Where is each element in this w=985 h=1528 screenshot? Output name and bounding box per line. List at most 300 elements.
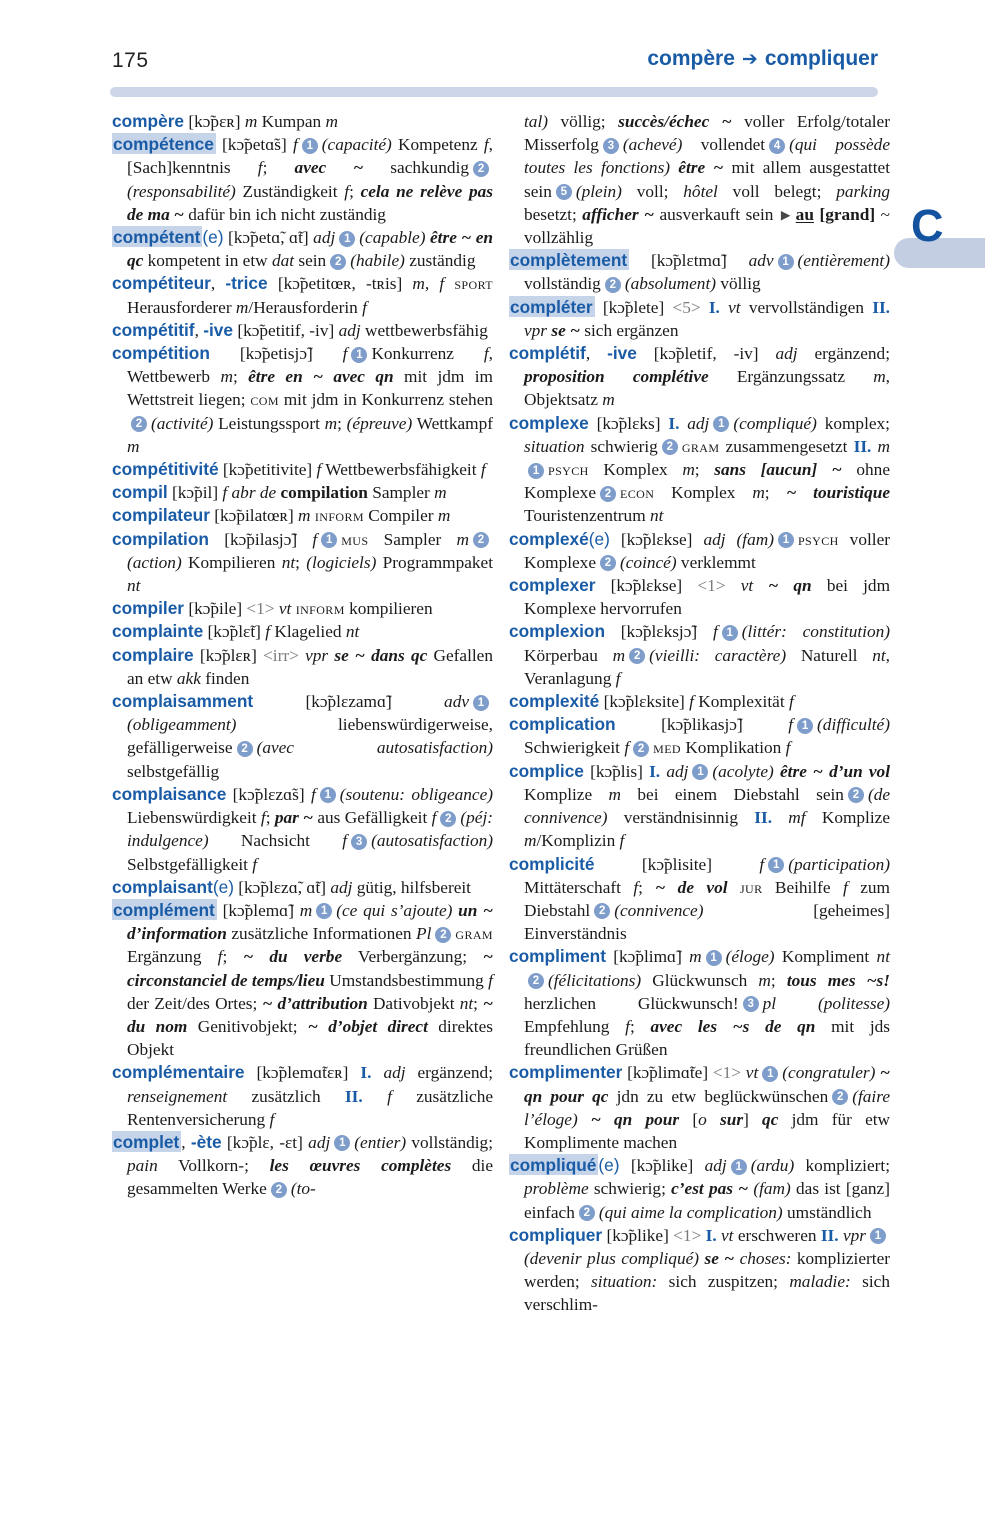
text-run: , xyxy=(194,320,204,340)
text-run: Vollkorn-; xyxy=(157,1156,270,1176)
text-run: nt xyxy=(281,552,296,572)
sense-number: 1 xyxy=(762,1066,778,1082)
text-run: ; xyxy=(349,181,361,201)
text-run: hôtel xyxy=(683,181,718,201)
sense-number: 1 xyxy=(713,416,729,432)
text-run: [kɔ̃pil] xyxy=(167,483,223,503)
text-run: Dativobjekt xyxy=(367,993,460,1013)
sense-number: 2 xyxy=(832,1089,848,1105)
text-run: (ce qui s’ajoute) xyxy=(336,900,459,920)
text-run: mit jdm in Konkurrenz stehen xyxy=(278,390,494,410)
text-run: être ~ en qc xyxy=(127,228,494,271)
headword: complètement xyxy=(510,250,628,271)
subject-label: sport xyxy=(454,274,493,294)
text-run: voller Komplexe xyxy=(524,529,890,572)
idiom-keyword: au xyxy=(795,204,814,224)
text-run: f xyxy=(362,297,367,317)
text-run: (fam) xyxy=(753,1179,791,1199)
text-run: Komplize xyxy=(805,808,890,828)
text-run: Touristenzentrum xyxy=(524,506,650,526)
sense-number: 1 xyxy=(870,1228,886,1244)
text-run: vervollständigen xyxy=(740,297,873,317)
headword: complexité xyxy=(509,691,600,712)
dictionary-entry xyxy=(112,226,493,272)
text-run: , xyxy=(210,274,226,294)
text-run: (logiciels) xyxy=(306,552,377,572)
dictionary-entry xyxy=(112,1061,493,1131)
text-run: voller Erfolg/totaler Misserfolg xyxy=(524,112,890,155)
text-run: proposition complétive xyxy=(524,367,709,387)
text-run: adv xyxy=(748,251,774,271)
text-run: qc xyxy=(762,1109,779,1129)
roman-numeral: II. xyxy=(754,808,773,828)
text-run: nt xyxy=(127,576,141,596)
sense-number: 2 xyxy=(629,648,645,664)
dictionary-entry xyxy=(509,760,890,853)
headword: -ive xyxy=(203,319,233,340)
text-run: [grand] xyxy=(813,204,876,224)
text-run: [kɔ̃petɑ̃, ɑ̃t] xyxy=(223,228,314,248)
text-run: (autosatisfaction) xyxy=(371,831,493,851)
text-run: (obligeamment) xyxy=(127,715,237,735)
text-run: [kɔ̃plɛzɑ̃s] xyxy=(226,784,311,804)
dictionary-entry xyxy=(509,249,890,295)
text-run: Kompetenz xyxy=(391,135,484,155)
text-run: ~ circonstanciel de temps/lieu xyxy=(127,947,493,990)
text-run: ergänzend; xyxy=(405,1063,493,1083)
text-run: m xyxy=(752,483,765,503)
text-run: akk xyxy=(176,668,201,688)
text-run: m, f xyxy=(412,274,445,294)
text-run: ; xyxy=(262,158,295,178)
text-run xyxy=(371,1063,383,1082)
conjugation-class: <1> xyxy=(246,599,275,619)
text-run: völlig xyxy=(716,274,761,294)
subject-label: gram xyxy=(681,436,720,456)
text-run: (activité) xyxy=(151,413,214,433)
sense-number: 1 xyxy=(797,718,813,734)
headword: complexion xyxy=(509,621,606,642)
dictionary-entry xyxy=(509,1061,890,1154)
text-run: [kɔ̃petisjɔ̃] xyxy=(209,344,343,364)
subject-label: inform xyxy=(314,506,364,526)
headword: -ive xyxy=(607,343,637,364)
text-run: mit allem ausgestattet sein xyxy=(524,158,890,201)
text-run: Komplex xyxy=(588,460,683,480)
text-run: [kɔ̃plɛʀ] xyxy=(193,645,264,665)
text-run: Sampler xyxy=(367,483,435,503)
dictionary-entry xyxy=(112,481,493,504)
sense-number: 2 xyxy=(633,741,649,757)
text-run: [kɔ̃plɛksite] xyxy=(599,692,690,712)
text-run: pl (politesse) xyxy=(762,993,890,1013)
text-run: [kɔ̃plis] xyxy=(583,761,650,781)
text-run: f xyxy=(483,135,489,155)
text-run: Liebenswürdigkeit xyxy=(127,808,261,828)
roman-numeral: I. xyxy=(705,1225,717,1245)
text-run: , Veranlagung xyxy=(524,645,890,688)
text-run: (vieilli: caractère) xyxy=(649,645,787,665)
dictionary-entry xyxy=(509,528,890,574)
dictionary-entry xyxy=(112,690,493,783)
dictionary-entry xyxy=(509,853,890,946)
subject-label: econ xyxy=(620,483,655,503)
headword: complémentaire xyxy=(112,1062,245,1083)
roman-numeral: I. xyxy=(708,297,720,317)
conjugation-class: <5> xyxy=(672,297,701,317)
text-run: [kɔ̃plɛkse] xyxy=(595,576,698,596)
text-run: [kɔ̃plimɑ̃te] xyxy=(622,1063,713,1083)
dictionary-entry xyxy=(112,458,493,481)
text-run: kompilieren xyxy=(344,599,433,619)
text-run: Mittäterschaft xyxy=(524,877,634,897)
text-run: f xyxy=(342,831,348,851)
text-run: Sampler xyxy=(368,529,457,549)
roman-numeral: I. xyxy=(649,761,661,781)
text-run: maladie: xyxy=(789,1272,851,1292)
text-run: Schwierigkeit xyxy=(524,738,625,758)
text-run: (congratuler) xyxy=(782,1063,881,1083)
dictionary-entry xyxy=(509,342,890,412)
text-run: avec ~ xyxy=(294,158,364,178)
headword: compétiteur xyxy=(112,273,211,294)
sense-number: 1 xyxy=(706,950,722,966)
headword: compiler xyxy=(112,598,185,619)
text-run: f xyxy=(269,1109,275,1129)
dictionary-entry xyxy=(509,945,890,1061)
text-run: vt xyxy=(728,297,741,317)
text-run: m xyxy=(608,784,622,804)
text-run: [kɔ̃plete] xyxy=(594,297,673,317)
sense-number: 2 xyxy=(579,1205,595,1221)
text-run: [kɔ̃plɛkse] xyxy=(609,529,704,549)
text-run: Naturell xyxy=(786,645,873,665)
text-run: vollständig xyxy=(524,274,601,294)
text-run: f xyxy=(483,344,489,364)
headword: compliment xyxy=(509,946,606,967)
text-run: ; xyxy=(295,552,307,572)
text-run: f xyxy=(843,877,848,897)
text-run: ; xyxy=(265,808,275,828)
text-run: verklemmt xyxy=(676,552,756,572)
text-run: (littér: constitution) xyxy=(741,622,890,642)
sense-number: 1 xyxy=(334,1135,350,1151)
sense-number: 1 xyxy=(339,231,355,247)
sense-number: 2 xyxy=(271,1182,287,1198)
text-run: aus Gefälligkeit xyxy=(313,808,432,828)
sense-number: 2 xyxy=(600,486,616,502)
text-run: f xyxy=(265,622,271,642)
text-run: kompetent in etw xyxy=(143,251,272,271)
text-run: [kɔ̃plɛzɑ̃, ɑ̃t] xyxy=(233,877,331,897)
text-run: choses: xyxy=(739,1248,792,1268)
subject-label: jur xyxy=(739,877,763,897)
sense-number: 1 xyxy=(768,857,784,873)
dictionary-entry xyxy=(509,574,890,620)
headword: compétition xyxy=(112,343,210,364)
text-run: vollendet xyxy=(682,135,766,155)
sense-number: 2 xyxy=(473,532,489,548)
text-run: zusätzliche Informationen xyxy=(226,924,417,944)
text-run: schwierig xyxy=(584,436,658,456)
headword-suffix: (e) xyxy=(598,1155,620,1176)
text-run: Körperbau xyxy=(524,645,613,665)
text-run: Gefallen an etw xyxy=(127,645,493,688)
text-run: umständlich xyxy=(782,1202,872,1222)
roman-numeral: II. xyxy=(853,436,872,456)
text-run: m xyxy=(127,436,140,456)
headword: compléter xyxy=(510,296,593,317)
text-run: jdn zu etw beglückwünschen xyxy=(608,1086,829,1106)
text-run: [kɔ̃plimɑ̃] xyxy=(605,947,690,967)
text-run xyxy=(720,298,728,317)
text-run: m xyxy=(437,506,451,526)
dictionary-entry xyxy=(112,1131,493,1201)
text-run: [kɔ̃pilatœʀ] xyxy=(209,506,299,526)
sense-number: 4 xyxy=(769,138,785,154)
text-run: (soutenu: obligeance) xyxy=(339,784,493,804)
dictionary-column-right xyxy=(509,110,890,1317)
roman-numeral: I. xyxy=(360,1063,372,1083)
text-run: parking xyxy=(836,181,891,201)
text-run: f xyxy=(344,181,350,201)
sense-number: 1 xyxy=(302,138,318,154)
headword: compétent xyxy=(113,227,201,248)
text-run: ohne Komplexe xyxy=(524,460,890,503)
text-run: problème xyxy=(524,1179,589,1199)
headword: complément xyxy=(113,899,215,920)
text-run: f xyxy=(387,1086,392,1106)
text-run: f xyxy=(759,854,765,874)
text-run: /Komplizin xyxy=(536,831,620,851)
text-run: [kɔ̃plemɑ̃] xyxy=(216,900,300,920)
sense-number: 3 xyxy=(743,996,759,1012)
headword: complaisance xyxy=(112,783,227,804)
text-run: tal) xyxy=(524,112,548,131)
text-run xyxy=(363,1087,387,1106)
text-run: f xyxy=(788,715,794,735)
dictionary-entry xyxy=(509,1154,890,1224)
header-last-word: compliquer xyxy=(764,47,878,70)
text-run: ~ du verbe xyxy=(243,947,343,967)
text-run xyxy=(707,1110,720,1129)
text-run: cela ne relève pas de ma ~ xyxy=(127,181,493,224)
text-run: être ~ d’un vol xyxy=(780,761,890,781)
sense-number: 5 xyxy=(556,184,572,200)
text-run: herzlichen Glückwunsch! xyxy=(524,993,739,1013)
text-run: adj xyxy=(704,1156,727,1176)
text-run: [kɔ̃pile] xyxy=(184,599,247,619)
text-run: ; xyxy=(764,483,787,503)
text-run xyxy=(726,576,741,595)
text-run: ~ d’attribution xyxy=(262,993,368,1013)
text-run: [kɔ̃petitœʀ, -tʀis] xyxy=(267,274,413,294)
dictionary-entry xyxy=(112,876,493,899)
text-run: adv xyxy=(444,692,469,712)
text-run: zusätzliche Rentenversicherung xyxy=(127,1086,493,1129)
text-run: zum Diebstahl xyxy=(524,877,891,920)
dictionary-entry xyxy=(112,319,493,342)
text-run: zusätzlich xyxy=(227,1086,345,1106)
text-run: adj (fam) xyxy=(703,529,774,549)
text-run: renseignement xyxy=(127,1086,228,1106)
text-run: Komplexität xyxy=(693,692,789,712)
text-run: sich zuspitzen; xyxy=(657,1272,790,1292)
text-run: (to- xyxy=(290,1179,316,1199)
sense-number: 1 xyxy=(778,532,794,548)
sense-number: 1 xyxy=(722,625,738,641)
text-run: liebenswürdigerweise, gefälligerweise xyxy=(127,715,493,758)
headword: complicité xyxy=(509,853,595,874)
dictionary-entry xyxy=(112,899,493,1061)
headword: complimenter xyxy=(509,1062,623,1083)
headword: -trice xyxy=(225,273,268,294)
headword: complétif xyxy=(509,343,586,364)
text-run: par ~ xyxy=(274,808,314,828)
text-run: (faire l’éloge) xyxy=(524,1086,890,1129)
headword: complexe xyxy=(509,412,589,433)
text-run: adj xyxy=(775,344,798,364)
text-run: m xyxy=(524,831,537,851)
header-divider-bar xyxy=(110,87,878,97)
text-run: m xyxy=(682,460,695,480)
text-run: m xyxy=(873,367,886,387)
sense-number: 2 xyxy=(600,555,616,571)
text-run: ; xyxy=(638,877,656,897)
text-run: nt xyxy=(876,947,890,967)
text-run: vt xyxy=(278,599,292,619)
text-run: (éloge) xyxy=(725,947,775,967)
text-run: Compiler xyxy=(363,506,438,526)
text-run: , Objektsatz xyxy=(524,367,890,410)
text-run: Komplex xyxy=(654,483,753,503)
dictionary-entry xyxy=(112,783,493,876)
subject-label: mus xyxy=(341,529,369,549)
text-run: f xyxy=(633,877,639,897)
text-run: [kɔ̃pilasjɔ̃] xyxy=(208,529,313,549)
text-run: (entièrement) xyxy=(797,251,890,271)
text-run: m xyxy=(298,506,311,526)
dictionary-entry xyxy=(112,133,493,226)
headword: complaisant xyxy=(112,876,213,897)
text-run: f xyxy=(252,854,258,874)
text-run: Kumpan xyxy=(257,112,326,131)
page-number: 175 xyxy=(112,49,149,72)
text-run: (habile) xyxy=(350,251,405,271)
text-run: Leistungssport xyxy=(213,413,325,433)
text-run: erschweren xyxy=(733,1225,821,1245)
text-run: zusammengesetzt xyxy=(719,436,854,456)
text-run: (absolument) xyxy=(624,274,717,294)
text-run: Programmpaket xyxy=(376,552,494,572)
text-run: schwierig; xyxy=(588,1179,672,1199)
text-run: Nachsicht xyxy=(208,831,343,851)
text-run: c’est pas ~ xyxy=(671,1179,749,1199)
text-run: f xyxy=(488,970,493,990)
header-first-word: compère xyxy=(647,47,735,70)
dictionary-entry xyxy=(509,1224,890,1317)
text-run: se ~ dans qc xyxy=(334,645,428,665)
headword: compétence xyxy=(113,134,214,155)
text-run: (compliqué) xyxy=(733,413,817,433)
text-run: sans [aucun] ~ xyxy=(714,460,842,480)
text-run: [kɔ̃plɛ, -ɛt] xyxy=(221,1132,309,1152)
headword: complet xyxy=(113,1131,180,1152)
text-run: o xyxy=(698,1109,707,1129)
text-run: vollständig; xyxy=(406,1132,493,1152)
headword: complaire xyxy=(112,644,194,665)
subject-label: psych xyxy=(548,460,589,480)
text-run: Komplize xyxy=(524,784,609,804)
dictionary-entry xyxy=(112,597,493,620)
text-run: ergänzend; xyxy=(797,344,891,364)
text-run: f xyxy=(342,344,348,364)
text-run: (qui aime la complication) xyxy=(598,1202,783,1222)
sense-number: 1 xyxy=(528,463,544,479)
text-run: (épreuve) xyxy=(346,413,413,433)
text-run: ~ d’objet direct xyxy=(307,1016,428,1036)
text-run: f xyxy=(431,808,437,828)
text-run: (coincé) xyxy=(620,552,677,572)
sense-number: 2 xyxy=(528,973,544,989)
text-run: f xyxy=(624,738,630,758)
headword: compilateur xyxy=(112,505,210,526)
roman-numeral: II. xyxy=(344,1086,363,1106)
sense-number: 2 xyxy=(440,811,456,827)
text-run: se ~ xyxy=(551,320,580,340)
sense-number: 1 xyxy=(692,764,708,780)
text-run: gütig, hilfsbereit xyxy=(352,877,471,897)
headword: complaisamment xyxy=(112,691,254,712)
text-run: avec les ~s de qn xyxy=(650,1016,816,1036)
text-run: situation xyxy=(524,436,585,456)
sense-number: 1 xyxy=(351,347,367,363)
sense-number: 1 xyxy=(778,254,794,270)
text-run: [kɔ̃pletif, -iv] xyxy=(636,344,776,364)
text-run: mit jdm im Wettstreit liegen; xyxy=(127,367,493,410)
text-run: adj xyxy=(687,413,710,433)
text-run: der Zeit/des Ortes; xyxy=(127,993,263,1013)
text-run: ; xyxy=(629,1016,651,1036)
text-run xyxy=(728,878,740,897)
text-run: afficher ~ xyxy=(582,204,654,224)
text-run: [kɔ̃petɑ̃s] xyxy=(215,135,293,155)
text-run: vpr xyxy=(842,1225,866,1245)
text-run: ] xyxy=(743,1109,763,1129)
text-run: f abr de xyxy=(222,483,277,503)
text-run: Herausforderer xyxy=(127,297,236,317)
subject-label: com xyxy=(250,390,279,410)
text-run: Empfehlung xyxy=(524,1016,626,1036)
text-run: [kɔ̃plemɑ̃tɛʀ] xyxy=(244,1063,361,1083)
text-run: mit jds freundlichen Grüßen xyxy=(524,1016,891,1060)
text-run: [kɔ̃plɛ̃t] xyxy=(203,622,266,642)
text-run: m xyxy=(235,297,249,317)
text-run: voll; xyxy=(621,181,684,201)
text-run: Pl xyxy=(416,924,432,944)
text-run: ~ qn pour xyxy=(590,1109,680,1129)
text-run: [kɔ̃plisite] xyxy=(594,854,760,874)
text-run: m xyxy=(324,413,338,433)
text-run: ; xyxy=(232,367,249,387)
sense-number: 2 xyxy=(662,439,678,455)
text-run: sich ergänzen xyxy=(579,320,679,340)
text-run: (action) xyxy=(127,552,182,572)
headword: complice xyxy=(509,760,584,781)
text-run: Genitivobjekt; xyxy=(187,1016,308,1036)
text-run: ausverkauft sein xyxy=(653,204,779,224)
text-run: m xyxy=(220,367,233,387)
